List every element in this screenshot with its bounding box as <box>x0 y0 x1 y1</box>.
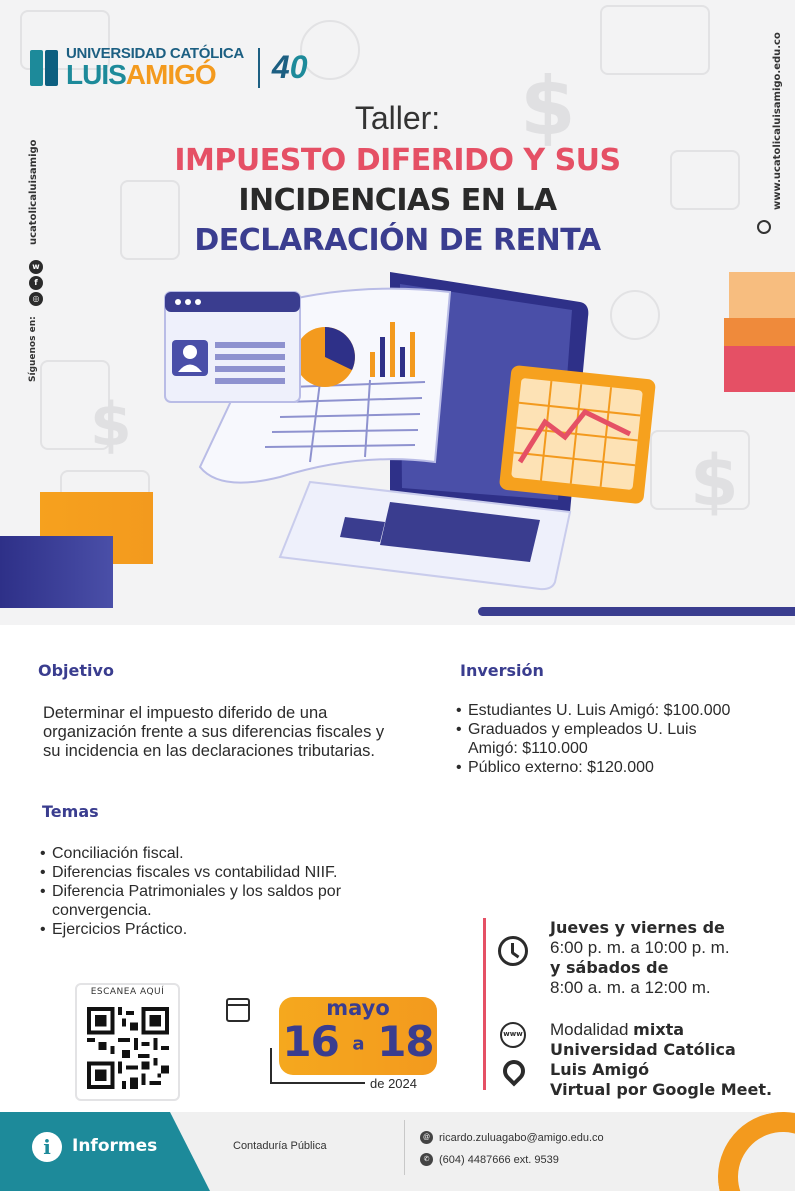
logo-top-text: UNIVERSIDAD CATÓLICA <box>66 45 244 62</box>
date-connector: a <box>352 1033 364 1055</box>
website-url[interactable]: www.ucatolicaluisamigo.edu.co <box>772 32 783 210</box>
list-item: • Diferencias fiscales vs contabilidad NIIF. <box>40 863 420 882</box>
laptop-report-illustration <box>160 262 660 592</box>
email-text[interactable]: ricardo.zuluagabo@amigo.edu.co <box>439 1131 604 1144</box>
qr-code-box[interactable] <box>75 983 180 1101</box>
title-prefix: Taller: <box>354 100 441 136</box>
contact-phone[interactable] <box>420 1153 559 1166</box>
inversion-heading: Inversión <box>460 661 544 680</box>
phone-icon: ✆ <box>420 1153 433 1166</box>
date-frame <box>270 1082 365 1084</box>
place-line-1: Universidad Católica <box>550 1040 736 1059</box>
list-item: • Graduados y empleados U. Luis Amigó: $110.000 <box>456 720 716 758</box>
program-name: Contaduría Pública <box>233 1140 327 1152</box>
modality-label: Modalidad <box>550 1020 634 1039</box>
schedule-text <box>550 918 730 998</box>
modality-value: mixta <box>633 1020 685 1039</box>
virtual-line: Virtual por Google Meet. <box>550 1080 773 1099</box>
title-line-3: DECLARACIÓN DE RENTA <box>194 223 601 258</box>
objetivo-text: Determinar el impuesto diferido de una organización frente a sus diferencias fiscales y su incidencia en las declaraciones tributarias. <box>43 704 385 760</box>
email-icon: @ <box>420 1131 433 1144</box>
list-item: • Público externo: $120.000 <box>456 758 776 777</box>
temas-list <box>40 844 420 939</box>
facebook-icon[interactable]: f <box>29 276 43 290</box>
calendar-icon <box>226 998 250 1022</box>
place-line-2: Luis Amigó <box>550 1060 650 1079</box>
clock-icon <box>498 936 528 966</box>
list-item: • Estudiantes U. Luis Amigó: $100.000 <box>456 701 776 720</box>
logo-amigo: AMIGÓ <box>125 59 216 90</box>
schedule-line-1: Jueves y viernes de <box>550 918 725 937</box>
list-item: • Diferencia Patrimoniales y los saldos por convergencia. <box>40 882 420 920</box>
info-label[interactable]: Informes <box>72 1136 158 1156</box>
deco-bar-navy <box>478 607 795 616</box>
title-block <box>0 100 795 261</box>
logo-divider <box>258 48 260 88</box>
instagram-icon[interactable]: ◎ <box>29 292 43 306</box>
qr-label: ESCANEA AQUÍ <box>90 987 165 997</box>
date-month: mayo <box>326 996 390 1020</box>
hero-background: $ $ $ <box>0 0 795 625</box>
logo-luis: LUIS <box>66 59 126 90</box>
qr-code-icon[interactable] <box>87 1007 169 1089</box>
date-days <box>279 1016 437 1071</box>
list-item: • Ejercicios Práctico. <box>40 920 420 939</box>
date-day-start: 16 <box>282 1017 339 1066</box>
schedule-line-3: y sábados de <box>550 958 669 977</box>
schedule-line-2: 6:00 p. m. a 10:00 p. m. <box>550 938 730 957</box>
schedule-accent-line <box>483 918 486 1090</box>
follow-label: Síguenos en: <box>28 316 38 382</box>
anniversary-40-logo: 40 <box>271 49 308 85</box>
inversion-list <box>456 701 776 777</box>
footer-divider <box>404 1120 405 1175</box>
date-year: de 2024 <box>370 1076 417 1091</box>
deco-block-navy-left <box>0 536 113 608</box>
schedule-line-4: 8:00 a. m. a 12:00 m. <box>550 978 711 997</box>
list-item: • Conciliación fiscal. <box>40 844 420 863</box>
title-line-2: INCIDENCIAS EN LA <box>238 183 557 218</box>
phone-text[interactable]: (604) 4487666 ext. 9539 <box>439 1153 559 1166</box>
logo-mark-icon <box>30 50 60 86</box>
www-globe-icon: www <box>500 1022 526 1048</box>
location-pin-icon <box>498 1055 529 1086</box>
temas-heading: Temas <box>42 802 99 821</box>
deco-block-peach <box>729 272 795 320</box>
deco-block-orange <box>724 318 795 348</box>
social-handle[interactable]: ucatolicaluisamigo <box>28 139 39 245</box>
objetivo-heading: Objetivo <box>38 661 114 680</box>
university-logo[interactable] <box>30 46 307 89</box>
info-icon: i <box>32 1132 62 1162</box>
deco-block-pink <box>724 346 795 392</box>
contact-email[interactable] <box>420 1131 604 1144</box>
title-line-1: IMPUESTO DIFERIDO Y SUS <box>174 143 621 178</box>
whatsapp-icon[interactable]: w <box>29 260 43 274</box>
date-frame <box>270 1048 272 1084</box>
date-day-end: 18 <box>377 1017 434 1066</box>
modality-text <box>550 1020 772 1100</box>
